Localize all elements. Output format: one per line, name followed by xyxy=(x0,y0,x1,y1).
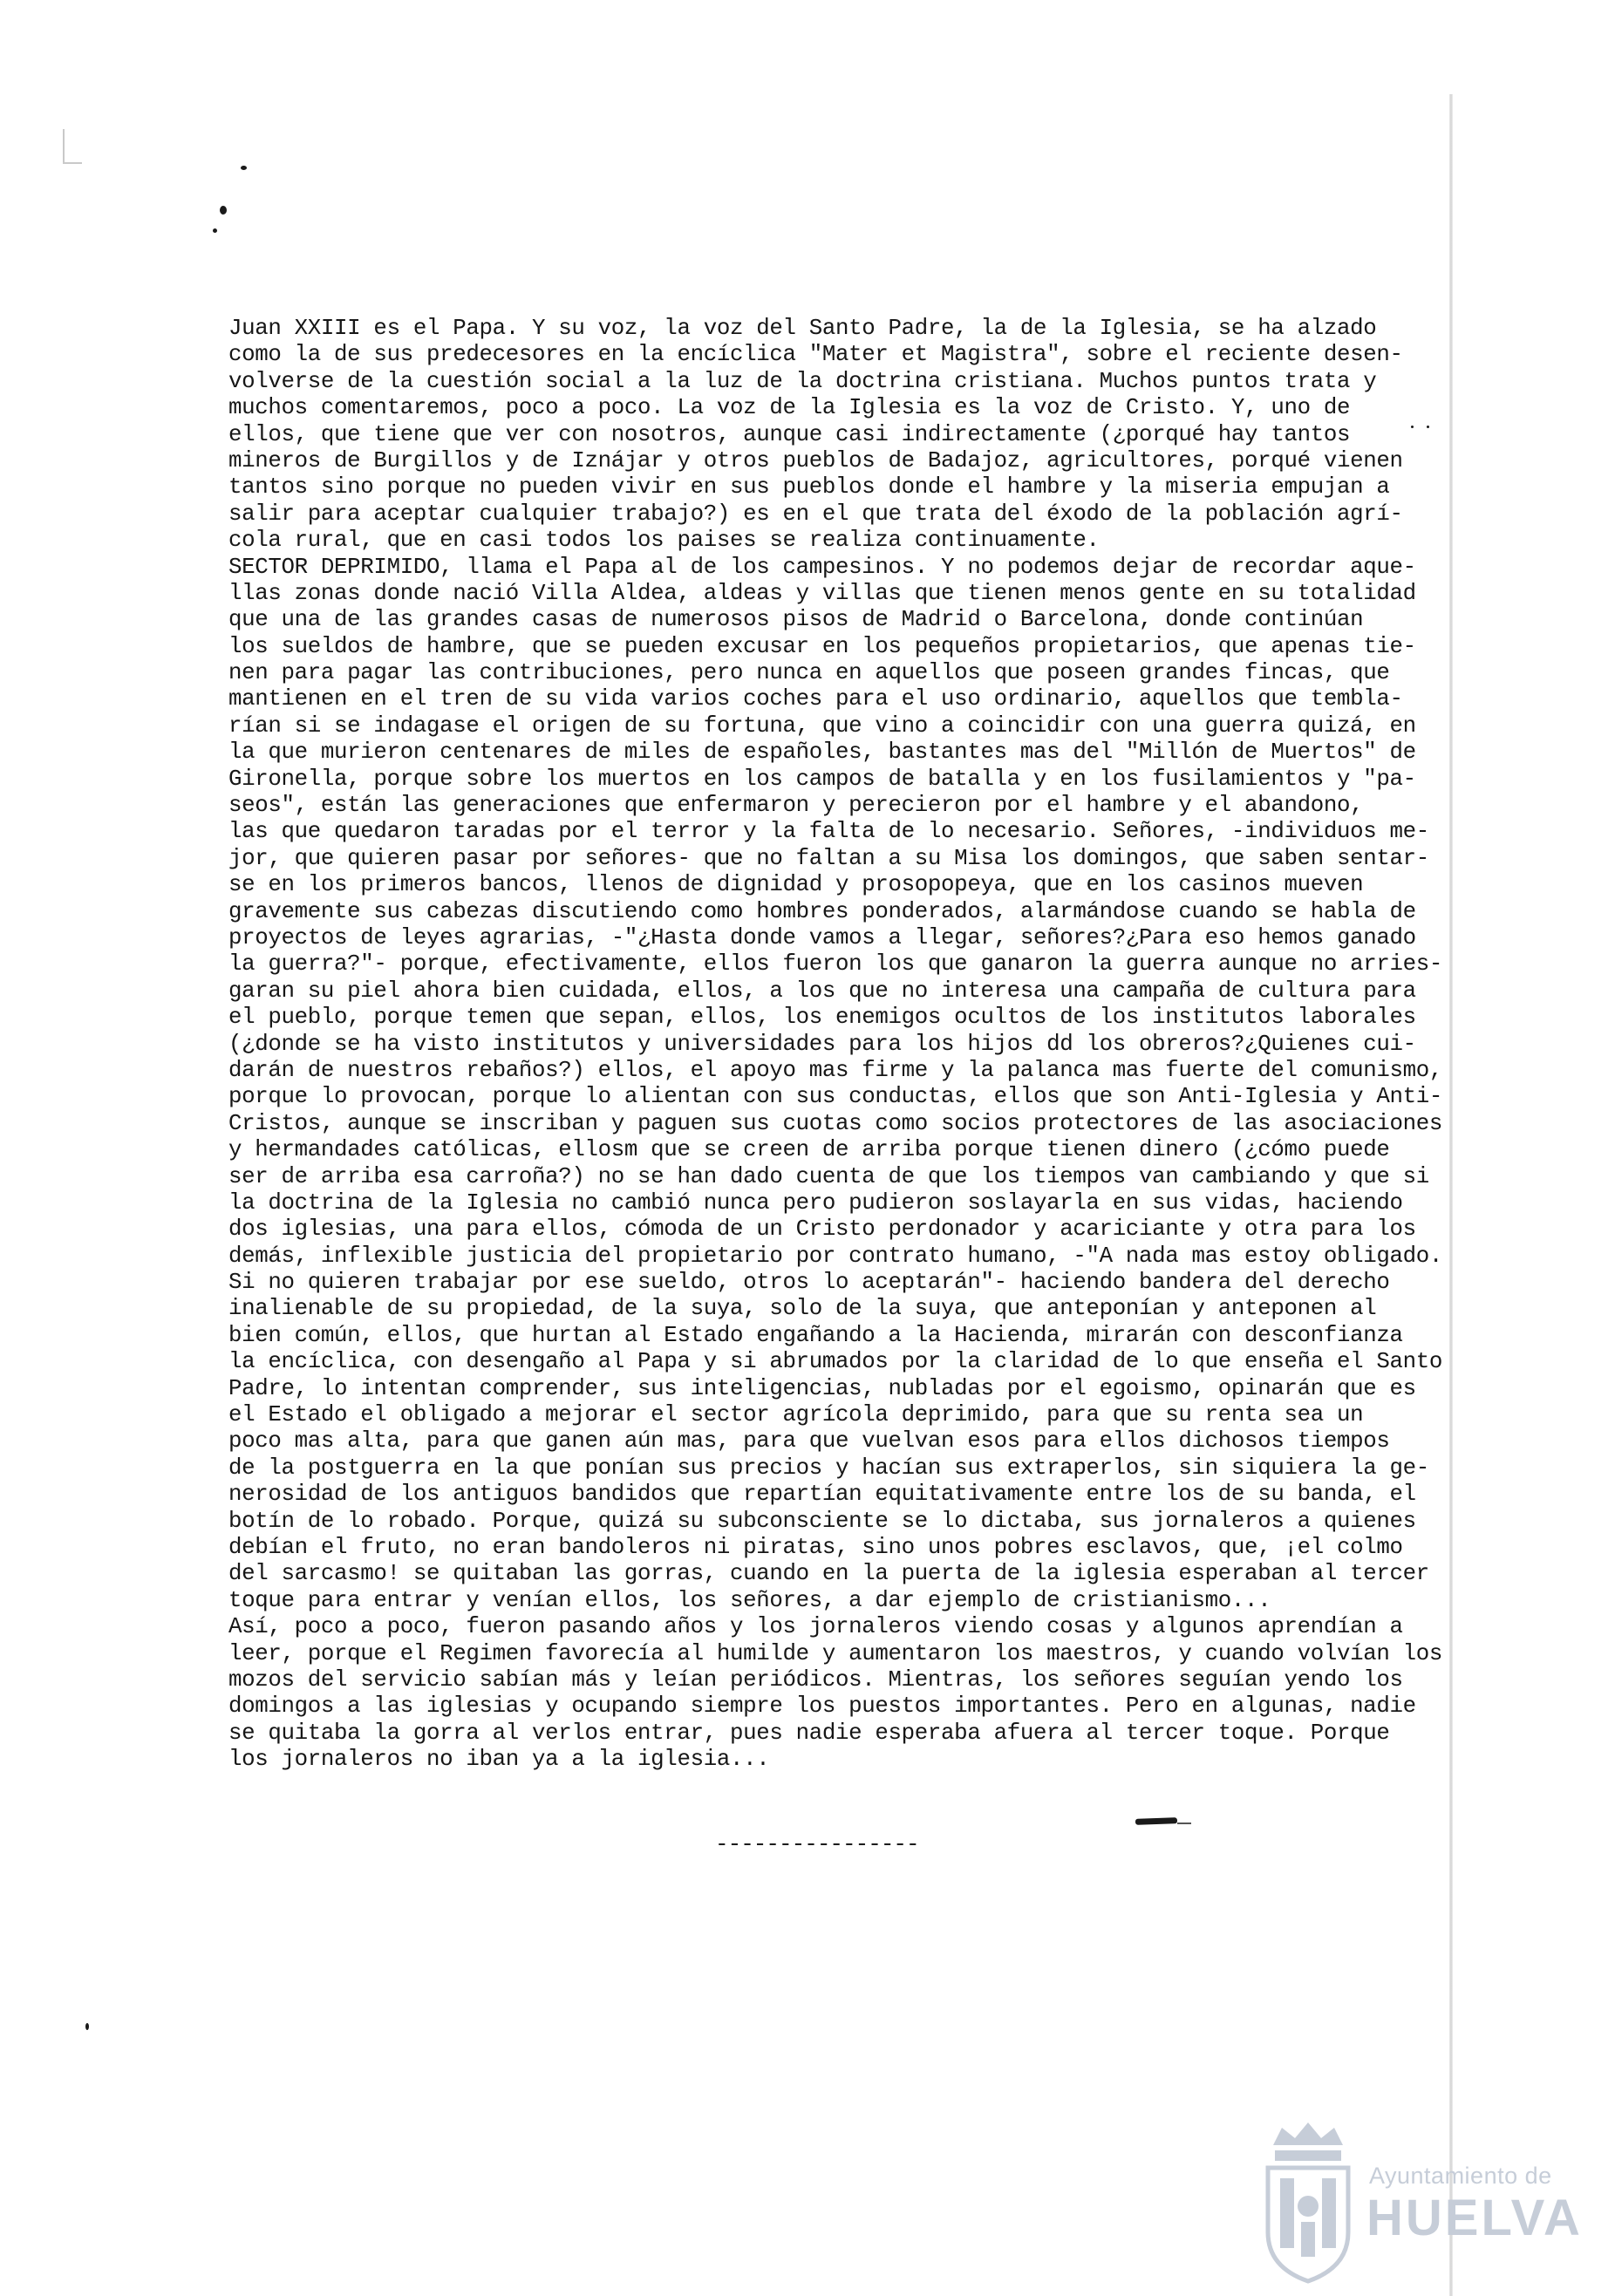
text-line: dos iglesias, una para ellos, cómoda de un Cristo perdonador y acariciante y otra para los xyxy=(228,1216,1416,1243)
text-line: se en los primeros bancos, llenos de dignidad y prosopopeya, que en los casinos mueven xyxy=(228,872,1364,898)
text-line: del sarcasmo! se quitaban las gorras, cuando en la puerta de la iglesia esperaban al tercer xyxy=(228,1561,1429,1587)
ink-speck xyxy=(241,166,247,170)
text-line: jor, que quieren pasar por señores- que no faltan a su Misa los domingos, que saben sentar- xyxy=(228,845,1429,871)
text-line: demás, inflexible justicia del propietario por contrato humano, -"A nada mas estoy obligado. xyxy=(228,1243,1443,1269)
text-line: volverse de la cuestión social a la luz de la doctrina cristiana. Muchos puntos trata y xyxy=(228,368,1377,394)
text-line: gravemente sus cabezas discutiendo como hombres ponderados, alarmándose cuando se habla de xyxy=(228,898,1416,924)
text-line: rían si se indagase el origen de su fortuna, que vino a coincidir con una guerra quizá, en xyxy=(228,712,1416,739)
text-line: los sueldos de hambre, que se pueden excusar en los pequeños propietarios, que apenas tie- xyxy=(228,633,1416,659)
text-line: toque para entrar y venían ellos, los señores, a dar ejemplo de cristianismo... xyxy=(228,1587,1271,1613)
text-line: ellos, que tiene que ver con nosotros, aunque casi indirectamente (¿porqué hay tantos xyxy=(228,421,1351,447)
text-line: la que murieron centenares de miles de españoles, bastantes mas del "Millón de Muertos" de xyxy=(228,739,1416,766)
crop-mark xyxy=(63,129,65,162)
text-line: domingos a las iglesias y ocupando siempre los puestos importantes. Pero en algunas, nadie xyxy=(228,1693,1416,1720)
text-line: bien común, ellos, que hurtan al Estado engañando a la Hacienda, mirarán con desconfianza xyxy=(228,1322,1403,1348)
text-line: como la de sus predecesores en la encíclica "Mater et Magistra", sobre el reciente desen- xyxy=(228,342,1403,368)
text-line: Gironella, porque sobre los muertos en los campos de batalla y en los fusilamientos y "pa- xyxy=(228,766,1416,792)
text-line: las que quedaron taradas por el terror y la falta de lo necesario. Señores, -individuos me- xyxy=(228,819,1429,845)
text-line: tantos sino porque no pueden vivir en sus pueblos donde el hambre y la miseria empujan a xyxy=(228,474,1390,501)
text-line: (¿donde se ha visto institutos y universidades para los hijos dd los obreros?¿Quienes cui- xyxy=(228,1031,1416,1057)
text-line: garan su piel ahora bien cuidada, ellos, a los que no interesa una campaña de cultura para xyxy=(228,978,1416,1004)
text-line: inalienable de su propiedad, de la suya, solo de la suya, que anteponían y anteponen al xyxy=(228,1296,1377,1322)
text-line: se quitaba la gorra al verlos entrar, pues nadie esperaba afuera al tercer toque. Porque xyxy=(228,1720,1390,1746)
text-line: la guerra?"- porque, efectivamente, ellos fueron los que ganaron la guerra aunque no arries- xyxy=(228,951,1443,978)
text-line: Si no quieren trabajar por ese sueldo, otros lo aceptarán"- haciendo bandera del derecho xyxy=(228,1270,1390,1296)
text-line: Juan XXIII es el Papa. Y su voz, la voz del Santo Padre, la de la Iglesia, se ha alzado xyxy=(228,316,1377,341)
text-line: nerosidad de los antiguos bandidos que repartían equitativamente entre los de su banda, el xyxy=(228,1482,1416,1508)
text-line: mineros de Burgillos y de Iznájar y otros pueblos de Badajoz, agricultores, porqué vienen xyxy=(228,447,1403,474)
ink-speck xyxy=(85,2023,89,2030)
end-separator: ---------------- xyxy=(715,1831,919,1857)
text-line: SECTOR DEPRIMIDO, llama el Papa al de los campesinos. Y no podemos dejar de recordar aque- xyxy=(228,554,1416,580)
text-line: porque lo provocan, porque lo alientan con sus conductas, ellos que son Anti-Iglesia y Anti- xyxy=(228,1084,1443,1110)
text-line: el pueblo, porque temen que sepan, ellos, los enemigos ocultos de los institutos laborales xyxy=(228,1005,1416,1031)
text-line: el Estado el obligado a mejorar el sector agrícola deprimido, para que su renta sea un xyxy=(228,1402,1364,1428)
crop-mark xyxy=(63,162,82,164)
text-line: Padre, lo intentan comprender, sus inteligencias, nubladas por el egoismo, opinarán que es xyxy=(228,1375,1416,1401)
ink-speck xyxy=(220,206,227,215)
text-line: mozos del servicio sabían más y leían periódicos. Mientras, los señores seguían yendo los xyxy=(228,1666,1403,1693)
text-line: de la postguerra en la que ponían sus precios y hacían sus extraperlos, sin siquiera la ge- xyxy=(228,1455,1429,1481)
coat-of-arms-icon xyxy=(1256,2119,1360,2285)
text-line: mantienen en el tren de su vida varios coches para el uso ordinario, aquellos que tembla- xyxy=(228,686,1403,712)
text-line: llas zonas donde nació Villa Aldea, aldeas y villas que tienen menos gente en su totalidad xyxy=(228,580,1416,606)
text-line: muchos comentaremos, poco a poco. La voz de la Iglesia es la voz de Cristo. Y, uno de xyxy=(228,395,1351,421)
text-line: debían el fruto, no eran bandoleros ni piratas, sino unos pobres esclavos, que, ¡el colmo xyxy=(228,1534,1403,1560)
text-line: Así, poco a poco, fueron pasando años y los jornaleros viendo cosas y algunos aprendían a xyxy=(228,1614,1403,1640)
text-line: y hermandades católicas, ellosm que se creen de arriba porque tienen dinero (¿cómo puede xyxy=(228,1137,1390,1163)
ink-dash-mark xyxy=(1177,1822,1191,1824)
typewritten-body xyxy=(228,316,1458,1773)
text-line: cola rural, que en casi todos los paises se realiza continuamente. xyxy=(228,528,1100,554)
text-line: poco mas alta, para que ganen aún mas, para que vuelvan esos para ellos dichosos tiempos xyxy=(228,1428,1390,1455)
text-line: seos", están las generaciones que enfermaron y perecieron por el hambre y el abandono, xyxy=(228,793,1364,819)
text-line: proyectos de leyes agrarias, -"¿Hasta donde vamos a llegar, señores?¿Para eso hemos ganado xyxy=(228,924,1416,950)
logo-caption: Ayuntamiento de xyxy=(1369,2163,1552,2189)
text-line: salir para aceptar cualquier trabajo?) es en el que trata del éxodo de la población agrí- xyxy=(228,501,1403,527)
huelva-logo xyxy=(1256,2119,1605,2285)
text-line: darán de nuestros rebaños?) ellos, el apoyo mas firme y la palanca mas fuerte del comunismo, xyxy=(228,1057,1443,1083)
text-line: nen para pagar las contribuciones, pero nunca en aquellos que poseen grandes fincas, que xyxy=(228,660,1390,686)
text-line: los jornaleros no iban ya a la iglesia... xyxy=(228,1747,770,1773)
logo-title: HUELVA xyxy=(1366,2190,1583,2246)
text-line: leer, porque el Regimen favorecía al humilde y aumentaron los maestros, y cuando volvían los xyxy=(228,1640,1443,1666)
text-line: botín de lo robado. Porque, quizá su subconsciente se lo dictaba, sus jornaleros a quienes xyxy=(228,1508,1416,1534)
text-line: la doctrina de la Iglesia no cambió nunca pero pudieron soslayarla en sus vidas, haciendo xyxy=(228,1189,1403,1216)
text-line: la encíclica, con desengaño al Papa y si abrumados por la claridad de lo que enseña el Santo xyxy=(228,1349,1443,1375)
text-line: que una de las grandes casas de numerosos pisos de Madrid o Barcelona, donde continúan xyxy=(228,607,1364,633)
text-line: Cristos, aunque se inscriban y paguen sus cuotas como socios protectores de las asociaciones xyxy=(228,1110,1443,1136)
text-line: ser de arriba esa carroña?) no se han dado cuenta de que los tiempos van cambiando y que si xyxy=(228,1163,1429,1189)
ink-speck xyxy=(213,228,217,233)
